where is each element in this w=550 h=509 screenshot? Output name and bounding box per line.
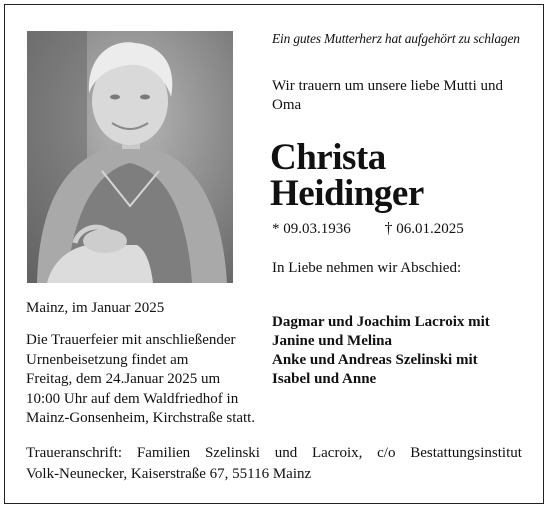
birth-date: * 09.03.1936 [272,221,351,237]
ceremony-line: Urnenbeisetzung findet am [26,351,189,368]
ceremony-info [26,331,266,429]
family-line: Janine und Melina [272,333,393,349]
family-line: Anke und Andreas Szelinski mit [272,352,478,368]
death-date: 06.01.2025 [396,221,464,237]
address-word: Lacroix, [311,445,363,461]
ceremony-line: Die Trauerfeier mit anschließender [26,332,236,348]
address-line-2: Volk-Neunecker, Kaiserstraße 67, 55116 Mainz [26,466,312,482]
mourning-text: Wir trauern um unsere liebe Mutti und Oma [272,78,503,113]
cross-icon: † [384,220,393,237]
ceremony-line: 10:00 Uhr auf dem Waldfriedhof in [26,390,239,407]
mourning-address [26,443,522,485]
address-word: und [274,445,298,461]
address-word: Bestattungsinstitut [410,445,522,461]
death-date-group [385,221,464,237]
deceased-first-name: Christa [270,137,386,178]
motto: Ein gutes Mutterherz hat aufgehört zu schlagen [272,31,520,46]
portrait-photo [27,31,233,283]
family-line: Dagmar und Joachim Lacroix mit [272,314,490,330]
ceremony-line: Mainz-Gonsenheim, Kirchstraße statt. [26,410,256,426]
address-line-1 [26,443,522,464]
ceremony-line: Freitag, dem 24.Januar 2025 um [26,371,221,387]
address-word: Traueranschrift: [26,445,123,461]
family-list [272,313,490,389]
portrait-image [27,31,233,283]
farewell-text: In Liebe nehmen wir Abschied: [272,260,462,276]
deceased-last-name: Heidinger [270,173,424,214]
place-date: Mainz, im Januar 2025 [26,300,165,316]
address-word: Szelinski [204,445,260,461]
address-word: c/o [377,445,396,461]
life-dates [272,220,464,238]
address-word: Familien [136,445,191,461]
family-line: Isabel und Anne [272,371,377,387]
